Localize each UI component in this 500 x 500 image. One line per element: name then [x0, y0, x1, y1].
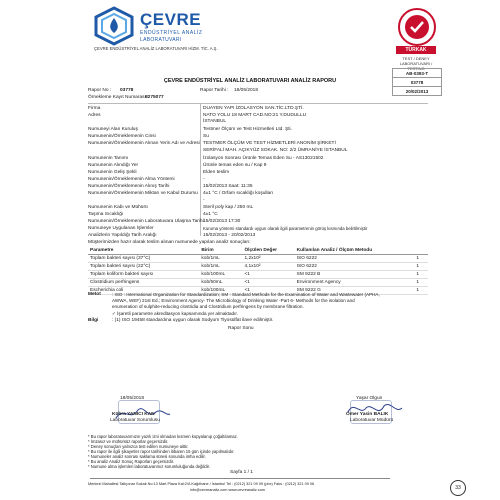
accreditation-date: 20/02/2013: [393, 87, 442, 96]
cevre-emblem-icon: [92, 6, 136, 46]
col-header: Birim: [199, 246, 242, 255]
note: * Bu rapor ile ilgili şikayetler rapor tarihinden itibaren 15 gün içinde yapılmalıdır.: [88, 449, 235, 454]
field-value: SERİFALİ MAH. AÇIKYÜZ SOKAK. NO: 2/2 ÜMRANİYE İSTANBUL: [203, 148, 348, 153]
table-row: [88, 271, 428, 279]
cell: SM 9222 G: [295, 287, 415, 295]
note: * Deney sonuçları yalnızca test edilen numuneye aittir.: [88, 444, 189, 449]
brand-name: ÇEVRE: [140, 10, 202, 29]
field-label: Numunenin/Örneklemenin Cinsi: [88, 134, 156, 139]
field-label: Numunenin Kabı ve Mühürü: [88, 205, 148, 210]
note: * Numune alma işlemleri laboratuvarımız sorumluluğunda değildir.: [88, 464, 210, 469]
accreditation-note: ✓ İşaretli parametre akreditasyon kapsamında yer almaktadır.: [112, 311, 238, 316]
cell: Toplam bakteri sayısı (22°C): [88, 263, 199, 271]
cell: 1: [414, 263, 428, 271]
field-label: Numunenin/Örneklemenin Alma Yöntemi: [88, 177, 175, 182]
accreditation-desc: TEST / DENEY LABORATUVARI / TESTING: [399, 56, 433, 71]
method-text: enumeration of sulphite-reducing clostridia and Clostridium perfringens by membrane filtration.: [112, 304, 304, 309]
table-row: [88, 279, 428, 287]
brand-subtitle-1: ENDÜSTRİYEL ANALİZ: [140, 30, 203, 36]
cell: kob/100mL: [199, 287, 242, 295]
report-date-label: Rapor Tarihi :: [200, 88, 229, 93]
field-value: 4±1 °C / Orfam sıcaklığı koşulları: [203, 191, 274, 196]
report-date: 18/05/2018: [234, 88, 259, 93]
field-value: 15/02/2013 17:30: [203, 219, 241, 224]
field-value: Steril poly kap / 250 mL: [203, 205, 254, 210]
cell: Toplam koliform bakteri sayısı: [88, 271, 199, 279]
brand-subtitle-2: LABORATUVARI: [140, 37, 182, 43]
bilgi-text: : (1) ISO 19458 standardına uygun olarak Sodyum Tiyosülfat ilave edilmiştir.: [112, 318, 274, 323]
footer-web: info@cevreanaliz.com www.cevreanaliz.com: [190, 488, 265, 492]
field-value: İSTANBUL: [203, 119, 227, 124]
results-header-row: [88, 246, 428, 255]
turkak-seal-icon: [398, 8, 436, 46]
col-header: Parametre: [88, 246, 199, 255]
divider: [200, 104, 201, 236]
page-number-badge: 33: [450, 480, 466, 496]
cell: 1: [414, 255, 428, 263]
col-header: Ölçülen Değer: [242, 246, 294, 255]
sign-left-name: Kübra YANICI KAN: [112, 412, 155, 417]
results-table: [88, 246, 428, 295]
field-value: 4±1 °C: [203, 212, 218, 217]
cell: 1: [414, 271, 428, 279]
results-intro: Müşterimizden hazır olarak teslim alınan numunede yapılan analiz sonuçları:: [88, 240, 251, 245]
report-title: ÇEVRE ENDÜSTRİYEL ANALİZ LABORATUVARI ANALİZ RAPORU: [163, 78, 337, 84]
field-value: DUAYEN YAPI İZOLASYON SAN.TİC.LTD.ŞTİ.: [203, 106, 304, 111]
field-label: Numunenin/Örneklemenin Alınan Yerin Adı ve Adresi: [88, 141, 200, 146]
field-label: Taşıma Sıcaklığı: [88, 212, 124, 217]
note: * Numuneler analiz sonrası saklama süresi sonunda imha edilir.: [88, 454, 206, 459]
field-value: NATO YOLU 18 MART CAD.NO:21 Y.DUDULLU: [203, 113, 307, 118]
accreditation-code: AB-0393-T: [393, 69, 442, 78]
field-label: Numuneye Uygulanan İşlemler: [88, 226, 154, 231]
field-label: Adres: [88, 113, 101, 118]
cell: Environment Agency: [295, 279, 415, 287]
field-label: Firma: [88, 106, 101, 111]
field-value: Su: [203, 134, 209, 139]
sample-no: 9275077: [145, 95, 164, 100]
col-header: Kullanılan Analiz / Ölçüm Metodu: [295, 246, 415, 255]
table-row: [88, 263, 428, 271]
field-value: -: [203, 177, 205, 182]
field-value: Testmer Ölçüm ve Test Hizmetleri Ltd. Şti.: [203, 127, 292, 132]
field-label: Numunenin/Örneklemenin Alınış Tarihi: [88, 184, 170, 189]
cell: Clostridium perfringens: [88, 279, 199, 287]
cell: 1,2x10²: [242, 255, 294, 263]
cell: kob/1mL: [199, 255, 242, 263]
method-text: AWWA, WEF) 21st Ed.; Environment Agency- The Microbiology of Drinking Water -Part 6- Methods for the isolation and: [112, 298, 355, 303]
turkak-label: TÜRKAK: [396, 46, 436, 54]
page-label: Sayfa 1 / 1: [230, 470, 253, 475]
field-label: Numunenin/Örneklemenin Laboratuvara Ulaşma Tarihi: [88, 219, 204, 224]
field-label: Numunenin Tanımı: [88, 156, 129, 161]
field-label: Numunenin/Örneklemenin Miktarı ve Kabul Durumu: [88, 191, 198, 196]
col-header: [414, 246, 428, 255]
footer-divider: [90, 478, 390, 479]
field-value: 15/02/2013 Saat: 11:35: [203, 184, 253, 189]
field-value: Elden teslim: [203, 170, 230, 175]
field-label: Numuneyi Alan Kuruluş: [88, 127, 138, 132]
field-label: Analizlerin Yapıldığı Tarih Aralığı: [88, 233, 157, 238]
cell: <1: [242, 279, 294, 287]
report-end: Rapor Sonu: [228, 326, 254, 331]
method-text: : ISO : International Organization for Standardization; SM : Standard Methods for the Examination of Water and Wastewater (APHA,: [112, 292, 380, 297]
cell: 1: [414, 279, 428, 287]
cell: SM 9222 B: [295, 271, 415, 279]
field-value: 15/02/2013 - 20/02/2013: [203, 233, 256, 238]
cell: kob/100mL: [199, 271, 242, 279]
company-full-name: ÇEVRE ENDÜSTRİYEL ANALİZ LABORATUVARI HİZM. TİC. A.Ş.: [94, 46, 218, 51]
footer-address: Merkezi Mahallesi Tatlıpınar Sokak No:13 Mart Plaza Kat:2/A Kağıthane / İstanbul Tel : (0212) 321 09 09 (pbx) Faks : (0212) 321 09 06: [88, 482, 315, 486]
cell: Escherichia coli: [88, 287, 199, 295]
cell: <1: [242, 287, 294, 295]
field-value: İzolasyon Sonrası Ürünle Temas Eden Su - AS13021502: [203, 156, 324, 161]
field-label: Numunenin Geliş Şekli: [88, 170, 137, 175]
field-value: Ürünle temas eden su / Kap 9: [203, 163, 267, 168]
sign-right-date: Yaşar Olgun: [356, 396, 383, 401]
method-label: Metot: [88, 292, 101, 297]
field-value: -: [203, 198, 205, 203]
field-label: Numunenin Alındığı Yer: [88, 163, 139, 168]
field-value: TESTMER ÖLÇÜM VE TEST HİZMETLERİ ANONİM ŞİRKETİ: [203, 141, 336, 146]
cell: ISO 6222: [295, 255, 415, 263]
note: * Bu analiz Analiz Sonuç Raporları geçersizdir.: [88, 459, 175, 464]
note: * İmzasız ve mühürsüz raporlar geçersizdir.: [88, 439, 169, 444]
table-row: [88, 255, 428, 263]
cell: kob/1mL: [199, 263, 242, 271]
sample-no-label: Örnekleme Kayıt Numarası :: [88, 95, 149, 100]
divider: [88, 103, 428, 104]
cell: 4,1x10²: [242, 263, 294, 271]
sign-left-role: Laboratuvar Sorumlusu: [110, 418, 160, 423]
company-logo: [92, 6, 247, 52]
cell: <1: [242, 271, 294, 279]
accreditation-report-no: 03778: [393, 78, 442, 87]
sign-right-role: Laboratuvar Müdürü: [350, 418, 394, 423]
sign-right-name: Ömer Yasin BALIK: [346, 412, 389, 417]
report-no-label: Rapor No :: [88, 88, 112, 93]
cell: ISO 6222: [295, 263, 415, 271]
cell: 1: [414, 287, 428, 295]
note: * Bu rapor laboratuvarımızın yazılı izni olmadan kısmen kopyalanıp çoğaltılamaz.: [88, 434, 238, 439]
bilgi-label: Bilgi: [88, 318, 99, 323]
cell: Toplam bakteri sayısı (37°C): [88, 255, 199, 263]
cell: kob/50mL: [199, 279, 242, 287]
sign-left-date: 18/05/2018: [120, 396, 145, 401]
report-no: 03778: [120, 88, 134, 93]
field-value: Kuruma yöntemi standardı uygun olarak ilgili parametrenin görüş kısmında belirtilmiştir: [203, 226, 368, 231]
